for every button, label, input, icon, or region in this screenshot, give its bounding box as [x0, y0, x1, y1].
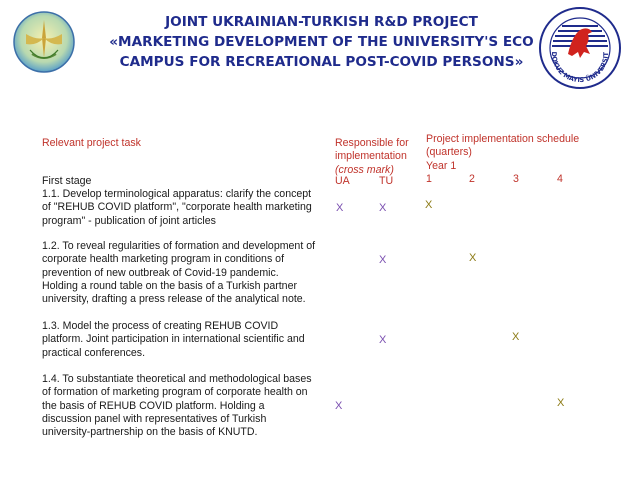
task-line: platform. Joint participation in international scientific and — [42, 333, 305, 346]
right-logo-ring-text: DOKUZ MAYIS ÜNIVERSIT — [549, 51, 611, 85]
title-line: «MARKETING DEVELOPMENT OF THE UNIVERSITY'S ECO — [109, 34, 534, 50]
schedule-header-line: (quarters) — [426, 146, 472, 159]
responsible-header-line: implementation — [335, 150, 407, 163]
tu-column-header: TU — [379, 175, 394, 187]
task-line: 1.2. To reveal regularities of formation and development of — [42, 240, 316, 252]
schedule-column-header — [426, 133, 579, 173]
quarter-cross-mark: X — [425, 199, 433, 211]
quarter-header-2: 2 — [469, 173, 475, 185]
quarter-header-4: 4 — [557, 173, 563, 185]
quarter-cross-mark: X — [557, 397, 565, 409]
quarter-header-1: 1 — [426, 173, 432, 185]
task-line: university, drafting a press release of the analytical note. — [42, 293, 306, 306]
responsible-header-line: (cross mark) — [335, 163, 394, 176]
task-row — [42, 240, 327, 306]
task-line: the basis of REHUB COVID platform. Holding a — [42, 399, 265, 412]
title-line: CAMPUS FOR RECREATIONAL POST-COVID PERSONS» — [119, 54, 524, 70]
ua-cross-mark: X — [336, 202, 344, 214]
responsible-column-header — [335, 137, 409, 177]
schedule-header-line: Project implementation schedule — [426, 133, 580, 145]
quarter-cross-mark: X — [469, 252, 477, 264]
ua-column-header: UA — [335, 175, 350, 187]
task-line: discussion panel with representatives of Turkish — [42, 412, 267, 425]
task-line: of "REHUB COVID platform", "corporate health marketing — [42, 201, 312, 214]
tu-cross-mark: X — [379, 254, 387, 266]
task-line: prevention of new outbreak of Covid-19 pandemic. — [42, 266, 279, 279]
task-column-header: Relevant project task — [42, 137, 141, 149]
year-label: Year 1 — [426, 159, 457, 172]
task-row — [42, 373, 327, 439]
stage-label: First stage — [42, 175, 92, 187]
task-line: 1.4. To substantiate theoretical and methodological bases — [42, 373, 312, 385]
task-line: corporate health marketing program in conditions of — [42, 253, 285, 266]
task-row — [42, 188, 327, 228]
responsible-header-line: Responsible for — [335, 137, 409, 149]
quarter-cross-mark: X — [512, 331, 520, 343]
title-line: JOINT UKRAINIAN-TURKISH R&D PROJECT — [165, 14, 478, 30]
ukrainian-university-emblem-icon — [12, 10, 76, 74]
task-line: university-partnership on the basis of KNUTD. — [42, 426, 258, 439]
tu-cross-mark: X — [379, 334, 387, 346]
task-line: 1.1. Develop terminological apparatus: clarify the concept — [42, 188, 312, 200]
task-line: program" - publication of joint articles — [42, 214, 216, 227]
task-line: of formation of marketing program of corporate health on — [42, 386, 308, 399]
tu-cross-mark: X — [379, 202, 387, 214]
task-line: practical conferences. — [42, 346, 146, 359]
ondokuz-mayis-university-emblem-icon — [538, 6, 622, 90]
quarter-header-3: 3 — [513, 173, 519, 185]
task-line: Holding a round table on the basis of a Turkish partner — [42, 279, 297, 292]
page-title — [100, 12, 543, 72]
task-line: 1.3. Model the process of creating REHUB COVID — [42, 320, 279, 332]
ua-cross-mark: X — [335, 400, 343, 412]
task-row — [42, 320, 327, 360]
